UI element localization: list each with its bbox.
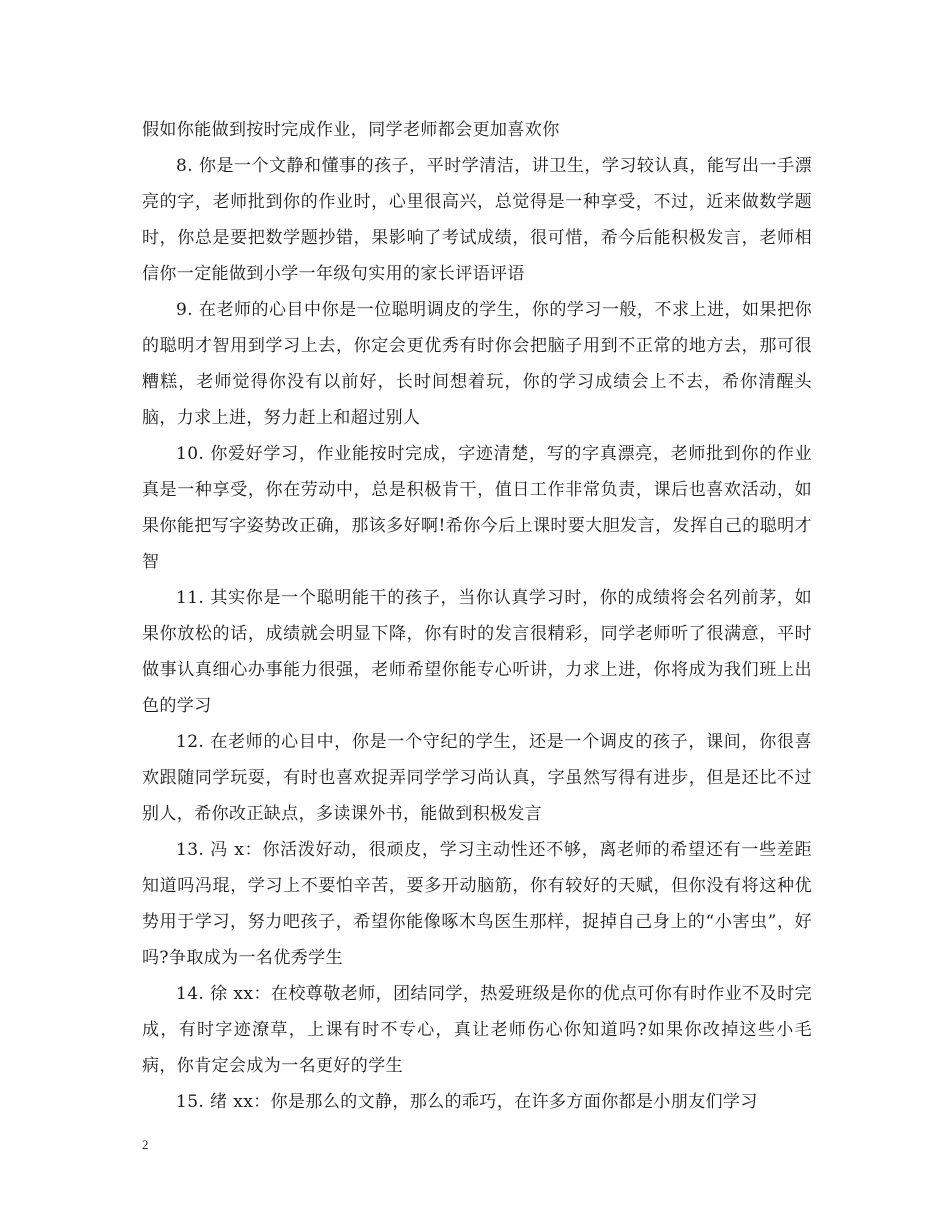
paragraph: 13. 冯 x：你活泼好动，很顽皮，学习主动性还不够，离老师的希望还有一些差距知道吗冯琨，学习上不要怕辛苦，要多开动脑筋，你有较好的天赋，但你没有将这种优势用于学习，努力吧孩子，希望你能像啄木鸟医生那样，捉掉自己身上的“小害虫”，好吗?争取成为一名优秀学生 [142,840,812,968]
paragraph: 8. 你是一个文静和懂事的孩子，平时学清洁，讲卫生，学习较认真，能写出一手漂亮的字，老师批到你的作业时，心里很高兴，总觉得是一种享受，不过，近来做数学题时，你总是要把数学题抄错，果影响了考试成绩，很可惜，希今后能积极发言，老师相信你一定能做到小学一年级句实用的家长评语评语 [142,156,812,284]
body-text [142,112,812,1120]
paragraph: 9. 在老师的心目中你是一位聪明调皮的学生，你的学习一般，不求上进，如果把你的聪明才智用到学习上去，你定会更优秀有时你会把脑子用到不正常的地方去，那可很糟糕，老师觉得你没有以前好，长时间想着玩，你的学习成绩会上不去，希你清醒头脑，力求上进，努力赶上和超过别人 [142,300,812,428]
paragraph: 12. 在老师的心目中，你是一个守纪的学生，还是一个调皮的孩子，课间，你很喜欢跟随同学玩耍，有时也喜欢捉弄同学学习尚认真，字虽然写得有进步，但是还比不过别人，希你改正缺点，多读课外书，能做到积极发言 [142,732,812,824]
page-number: 2 [142,1137,149,1152]
paragraph: 10. 你爱好学习，作业能按时完成，字迹清楚，写的字真漂亮，老师批到你的作业真是一种享受，你在劳动中，总是积极肯干，值日工作非常负责，课后也喜欢活动，如果你能把写字姿势改正确，那该多好啊!希你今后上课时要大胆发言，发挥自己的聪明才智 [142,444,812,572]
paragraph: 14. 徐 xx：在校尊敬老师，团结同学，热爱班级是你的优点可你有时作业不及时完成，有时字迹潦草，上课有时不专心，真让老师伤心你知道吗?如果你改掉这些小毛病，你肯定会成为一名更好的学生 [142,984,812,1076]
paragraph: 假如你能做到按时完成作业，同学老师都会更加喜欢你 [142,120,560,140]
paragraph: 15. 绪 xx：你是那么的文静，那么的乖巧，在许多方面你都是小朋友们学习 [176,1092,758,1112]
paragraph: 11. 其实你是一个聪明能干的孩子，当你认真学习时，你的成绩将会名列前茅，如果你放松的话，成绩就会明显下降，你有时的发言很精彩，同学老师听了很满意，平时做事认真细心办事能力很强，老师希望你能专心听讲，力求上进，你将成为我们班上出色的学习 [142,588,812,716]
